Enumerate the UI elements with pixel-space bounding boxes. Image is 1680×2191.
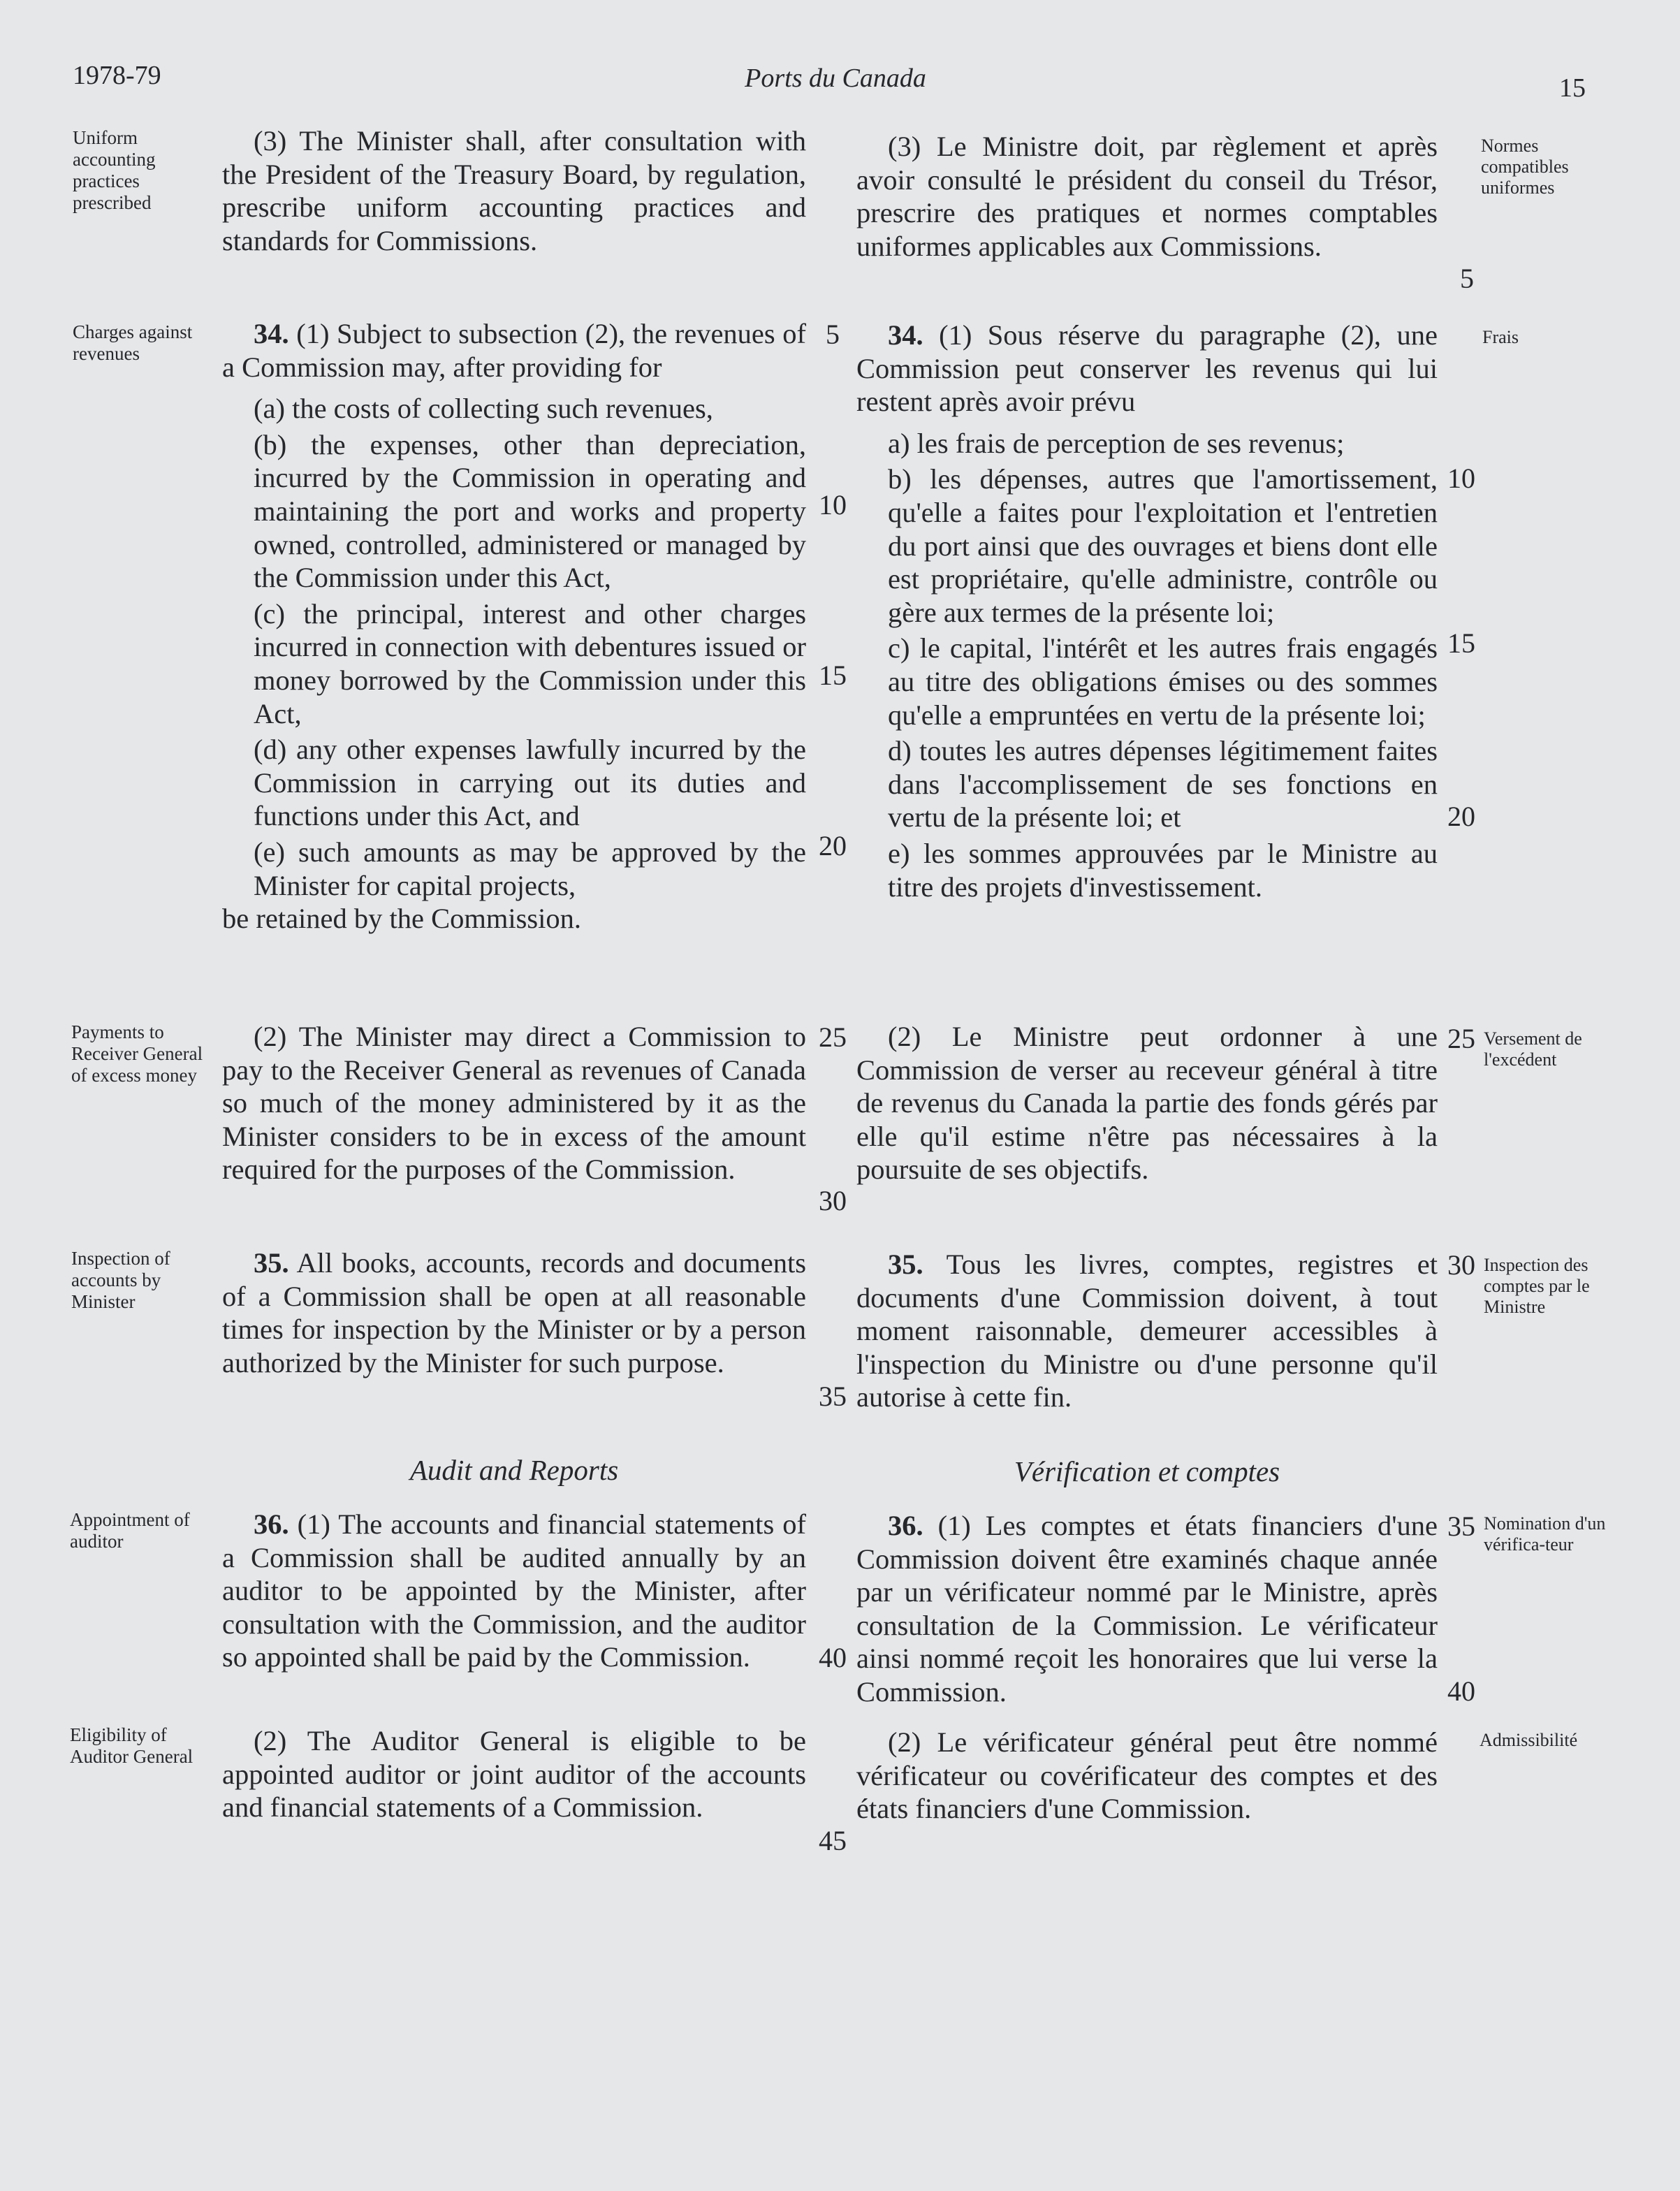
fr-s34-a: a) les frais de perception de ses revenus; <box>888 427 1345 459</box>
en-s35 <box>222 1246 806 1379</box>
page-number: 15 <box>1559 73 1586 103</box>
side-note-versement: Versement de l'excédent <box>1484 1028 1582 1070</box>
en-heading: Audit and Reports <box>409 1454 619 1486</box>
side-note-nomination: Nomination d'un vérifica-teur <box>1484 1513 1606 1555</box>
fr-s34-c: c) le capital, l'intérêt et les autres frais engagés au titre des obligations émises ou des sommes qu'elle a empruntées en vertu de la présente loi; <box>888 632 1438 731</box>
en-s34-c: (c) the principal, interest and other charges incurred in connection with debentures issued or money borrowed by the Commission under this Act, <box>254 597 806 729</box>
line-number: 40 <box>819 1642 847 1673</box>
fr-s35-text <box>856 1248 1438 1414</box>
en-s34-a: (a) the costs of collecting such revenues, <box>254 393 713 425</box>
fr-s34-intro-text: (1) Sous réserve du paragraphe (2), une Commission peut conserver les revenus qui lui restent après avoir prévu <box>856 319 1438 418</box>
line-number: 30 <box>819 1185 847 1216</box>
line-number: 15 <box>1447 627 1475 659</box>
line-number: 25 <box>819 1021 847 1053</box>
fr-s36-1-body: (1) Les comptes et états financiers d'une Commission doivent être examinés chaque année par un vérificateur nommé par le Ministre, après consultation de la Commission. Le vérificateur ainsi nommé reçoit les honoraires que lui verse la Commission. <box>856 1510 1438 1708</box>
fr-s36-2 <box>856 1726 1438 1826</box>
line-number: 30 <box>1447 1249 1475 1281</box>
en-paragraph: (3) The Minister shall, after consultation with the President of the Treasury Board, by regulation, prescribe uniform accounting practices and standards for Commissions. <box>222 125 806 256</box>
en-s35-body: All books, accounts, records and documents of a Commission shall be open at all reasonable times for inspection by the Minister or by a person authorized by the Minister for such purpose. <box>222 1247 806 1378</box>
fr-s35 <box>856 1248 1438 1414</box>
line-number: 20 <box>1447 801 1475 832</box>
en-s34-1 <box>222 317 806 936</box>
side-note-uniform: Uniform accounting practices prescribed <box>73 127 156 213</box>
en-s36-1 <box>222 1508 806 1674</box>
fr-s34-d: d) toutes les autres dépenses légitimement faites dans l'accomplissement de ses fonctions en vertu de la présente loi; et <box>888 735 1438 834</box>
fr-s34-b: b) les dépenses, autres que l'amortissement, qu'elle a faites pour l'exploitation et l'entretien du port ainsi que des ouvrages et biens dont elle est propriétaire, qu'elle administre, contrôle ou gère aux termes de la présente loi; <box>888 463 1438 628</box>
fr-s34-intro <box>856 319 1438 418</box>
en-s34-e: (e) such amounts as may be approved by the Minister for capital projects, <box>254 836 806 901</box>
en-paragraph: (2) The Minister may direct a Commission to pay to the Receiver General as revenues of Canada so much of the money administered by it as the Minister considers to be in excess of the amount required for the purposes of the Commission. <box>222 1021 806 1186</box>
en-s36-2 <box>222 1724 806 1824</box>
en-paragraph: (2) The Auditor General is eligible to be appointed auditor or joint auditor of the accounts and financial statements of a Commission. <box>222 1725 806 1824</box>
en-s36-1-body: (1) The accounts and financial statements of a Commission shall be audited annually by an auditor to be appointed by the Minister, after consultation with the Commission, and the auditor so appointed shall be paid by the Commission. <box>222 1508 806 1673</box>
side-note-appointment: Appointment of auditor <box>70 1509 190 1552</box>
line-number: 25 <box>1447 1023 1475 1054</box>
en-s34-tail: be retained by the Commission. <box>222 903 582 935</box>
side-note-frais: Frais <box>1482 327 1519 347</box>
line-number: 20 <box>819 830 847 861</box>
en-s34-d: (d) any other expenses lawfully incurred by the Commission in carrying out its duties and functions under this Act, and <box>254 734 806 832</box>
en-s34-2 <box>222 1020 806 1186</box>
fr-s33-3 <box>856 130 1438 263</box>
line-number: 5 <box>826 319 840 350</box>
side-note-admissibilite: Admissibilité <box>1480 1730 1578 1750</box>
line-number: 40 <box>1447 1675 1475 1707</box>
fr-paragraph: (2) Le Ministre peut ordonner à une Commission de verser au receveur général à titre de revenus du Canada la partie des fonds gérés par elle qu'il estime n'être pas nécessaires à la poursuite de ses objectifs. <box>856 1021 1438 1186</box>
fr-s36-1 <box>856 1509 1438 1709</box>
fr-s36-1-text <box>856 1509 1438 1709</box>
line-number: 35 <box>1447 1511 1475 1542</box>
header-year: 1978-79 <box>73 61 161 90</box>
en-s35-text <box>222 1246 806 1379</box>
line-number: 45 <box>819 1825 847 1856</box>
fr-paragraph: (3) Le Ministre doit, par règlement et après avoir consulté le président du conseil du Trésor, prescrire des pratiques et normes comptables uniformes applicables aux Commissions. <box>856 131 1438 262</box>
line-number: 5 <box>1460 263 1474 294</box>
section-number: 34. <box>888 319 923 351</box>
section-number: 36. <box>888 1510 923 1541</box>
line-number: 35 <box>819 1381 847 1412</box>
side-note-inspection-fr: Inspection des comptes par le Ministre <box>1484 1255 1590 1317</box>
fr-s34-2 <box>856 1020 1438 1186</box>
line-number: 15 <box>819 660 847 691</box>
fr-s34-e: e) les sommes approuvées par le Ministre au titre des projets d'investissement. <box>888 837 1438 903</box>
section-number: 35. <box>888 1249 923 1280</box>
fr-paragraph: (2) Le vérificateur général peut être nommé vérificateur ou covérificateur des comptes et des états financiers d'une Commission. <box>856 1726 1438 1825</box>
line-number: 10 <box>1447 463 1475 494</box>
running-title: Ports du Canada <box>745 64 926 93</box>
line-number: 10 <box>819 489 847 521</box>
en-s36-1-text <box>222 1508 806 1674</box>
side-note-payments: Payments to Receiver General of excess money <box>71 1021 203 1086</box>
side-note-inspection: Inspection of accounts by Minister <box>71 1248 170 1312</box>
section-number: 35. <box>254 1247 289 1279</box>
en-s34-intro-text: (1) Subject to subsection (2), the revenues of a Commission may, after providing for <box>222 318 806 383</box>
fr-heading: Vérification et comptes <box>1014 1455 1280 1487</box>
en-s33-3 <box>222 124 806 257</box>
en-s34-b: (b) the expenses, other than depreciation, incurred by the Commission in operating and maintaining the port and works and property owned, controlled, administered or managed by the Commission under this Act, <box>254 428 806 594</box>
section-number: 34. <box>254 318 289 349</box>
fr-s35-body: Tous les livres, comptes, registres et documents d'une Commission doivent, à tout moment raisonnable, demeurer accessibles à l'inspection du Ministre ou d'une personne qu'il autorise à cette fin. <box>856 1249 1438 1413</box>
side-note-charges: Charges against revenues <box>73 321 193 364</box>
en-s34-intro <box>222 317 806 384</box>
side-note-eligibility: Eligibility of Auditor General <box>70 1724 193 1767</box>
side-note-normes: Normes compatibles uniformes <box>1481 136 1569 198</box>
section-number: 36. <box>254 1508 289 1540</box>
fr-s34-1 <box>856 319 1438 903</box>
